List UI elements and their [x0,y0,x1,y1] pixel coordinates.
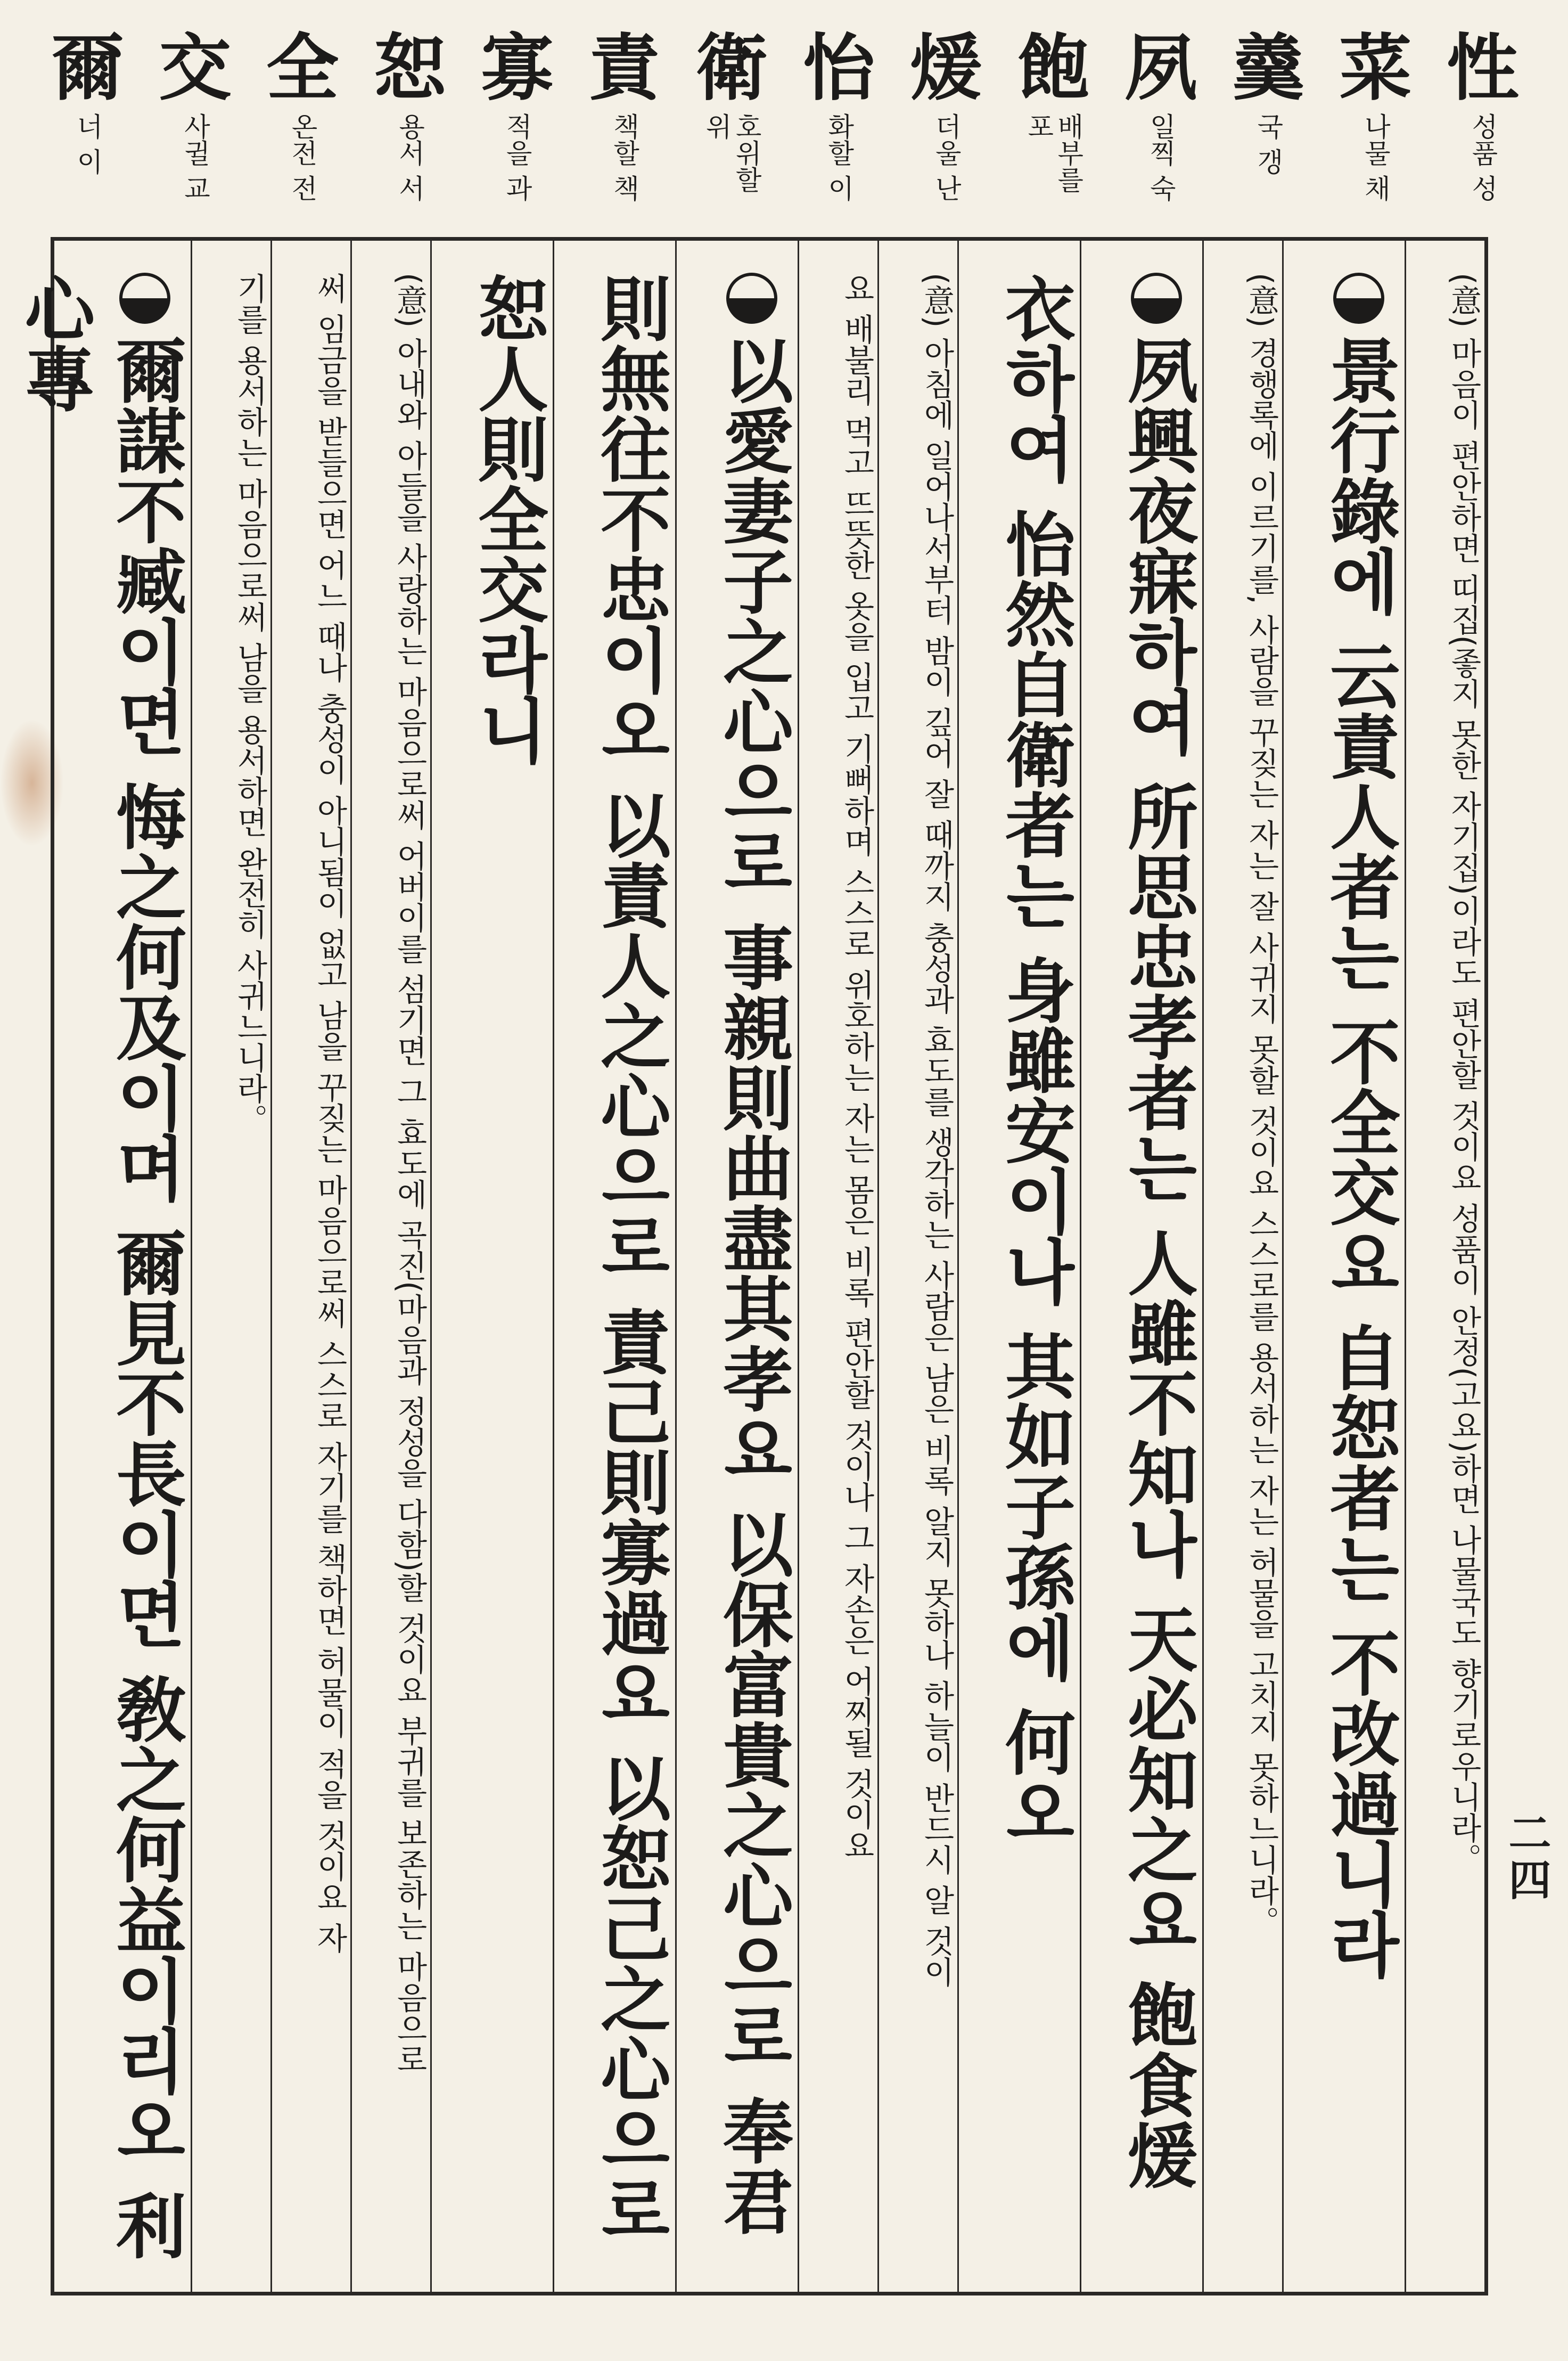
glossary-hanja: 羹 [1232,26,1304,111]
hanmun-column [675,241,798,2292]
translation-column [1202,241,1282,2292]
glossary-hanja: 全 [266,26,339,111]
glossary-reading: 나물 채 [1360,113,1391,201]
glossary-hanja: 性 [1446,26,1519,111]
translation-column [270,241,350,2292]
glossary-hanja: 寡 [481,26,554,111]
glossary-hanja: 飽 [1017,26,1090,111]
glossary-hanja: 責 [588,26,661,111]
glossary-hanja: 夙 [1124,26,1197,111]
hanmun-column [957,241,1080,2292]
glossary-entry [577,26,672,234]
page-number: 二四 [1501,1811,1551,1905]
column-text: 景行錄에 云責人者는 不全交요 自恕者는 不改過니라 [1318,334,1400,1979]
glossary-entry [469,26,565,234]
glossary-hanja: 衛 [695,26,768,111]
glossary-hanja: 交 [159,26,232,111]
glossary-entry [40,26,136,234]
glossary-hanja: 怡 [802,26,875,111]
glossary-reading: 호위할 위 [701,113,762,193]
glossary-reading: 사귈 교 [179,113,211,201]
glossary-reading: 화할 이 [823,113,855,201]
vocabulary-glossary [40,26,1531,234]
glossary-hanja: 爾 [52,26,124,111]
column-text: (意) 경행록에 이르기를, 사람을 꾸짖는 자는 잘 사귀지 못할 것이요 스스로를 용서하는 자는 허물을 고치지 못하느니라。 [1243,273,1279,1937]
hanmun-column [553,241,675,2292]
taegeuk-bullet-icon [1131,273,1182,324]
glossary-reading: 성품 성 [1467,113,1498,201]
glossary-entry [1327,26,1423,234]
glossary-entry [1006,26,1102,234]
text-frame [12,237,1488,2295]
glossary-entry [898,26,994,234]
column-text: 衣하여 怡然自衛者는 身雖安이나 其如子孫에 何오 [993,273,1076,1847]
column-text: 恕人則全交라니 [466,273,548,765]
glossary-entry [1113,26,1209,234]
column-text: 則無往不忠이오 以責人之心으로 責己則寡過요 以恕己之心으로 [588,273,671,2244]
translation-column [1405,241,1484,2292]
column-text: 爾謀不臧이면 悔之何及이며 爾見不長이면 敎之何益이리오 利心專 [12,273,186,2260]
glossary-reading: 일찍 숙 [1145,113,1177,201]
glossary-entry [255,26,350,234]
hanmun-column [12,241,191,2292]
column-text: 써 임금을 받들으면 어느 때나 충성이 아니됨이 없고 남을 꾸짖는 마음으로써 스스로 자기를 책하면 허물이 적을 것이요 자 [311,273,348,1954]
translation-column [877,241,957,2292]
column-text: 夙興夜寐하여 所思忠孝者는 人雖不知나 天必知之요 飽食煖 [1115,334,1198,2190]
glossary-entry [362,26,458,234]
hanmun-column [1282,241,1405,2292]
glossary-hanja: 恕 [373,26,446,111]
column-text: (意) 아침에 일어나서부터 밤이 깊어 잘 때까지 충성과 효도를 생각하는 사람은 남은 비록 알지 못하나 하늘이 반드시 알 것이 [918,273,955,1988]
glossary-entry [791,26,887,234]
taegeuk-bullet-icon [119,273,170,324]
hanmun-column [1080,241,1202,2292]
glossary-reading: 더울 난 [931,113,962,201]
taegeuk-bullet-icon [1333,273,1384,324]
column-text: 以愛妻子之心으로 事親則曲盡其孝요 以保富貴之心으로 奉君 [711,334,793,2236]
glossary-reading: 책할 책 [609,113,640,201]
glossary-entry [1435,26,1531,234]
translation-column [350,241,430,2292]
glossary-entry [1220,26,1316,234]
glossary-entry [684,26,779,234]
glossary-reading: 용서 서 [394,113,425,201]
column-text: (意) 마음이 편안하면 띠집(좋지 못한 자기집)이라도 편안할 것이요 성품이 안정(고요)하면 나물국도 향기로우니라。 [1446,273,1482,1874]
translation-column [798,241,877,2292]
glossary-reading: 온전 전 [287,113,318,201]
glossary-reading: 국 갱 [1252,113,1284,175]
glossary-reading: 배부를 포 [1023,113,1084,193]
column-text: (意) 아내와 아들을 사랑하는 마음으로써 어버이를 섬기면 그 효도에 곡진(마음과 정성을 다함)할 것이요 부귀를 보존하는 마음으로 [391,273,428,2075]
glossary-reading: 너 이 [72,113,103,175]
glossary-reading: 적을 과 [502,113,533,201]
column-text: 기를 용서하는 마음으로써 남을 용서하면 완전히 사귀느니라。 [232,273,268,1135]
glossary-hanja: 煖 [910,26,983,111]
hanmun-column [430,241,553,2292]
glossary-hanja: 菜 [1339,26,1412,111]
translation-column [191,241,270,2292]
column-text: 요 배불리 먹고 뜨뜻한 옷을 입고 기뻐하며 스스로 위호하는 자는 몸은 비록 편안할 것이나 그 자손은 어찌될 것이요 [839,273,875,1861]
glossary-entry [147,26,243,234]
taegeuk-bullet-icon [726,273,777,324]
